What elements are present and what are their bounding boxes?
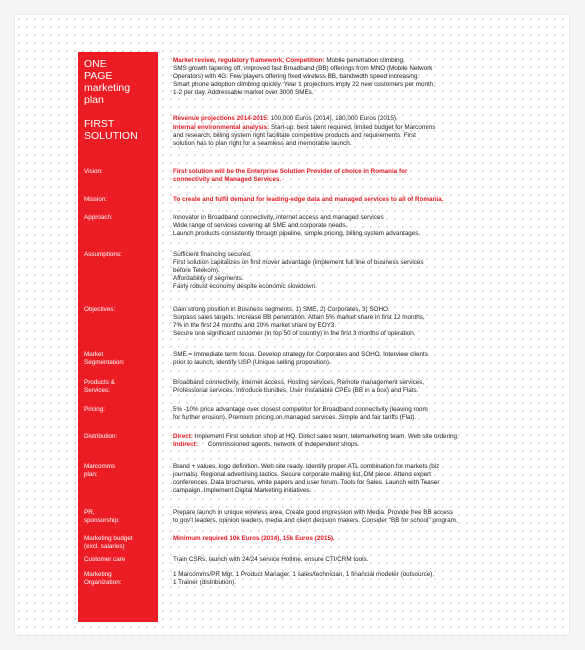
assumptions-line: Sufficient financing secured. bbox=[173, 251, 252, 258]
internal-text: Start-up: best talent required, limited budget for Marcomms bbox=[269, 124, 436, 131]
products-line: Professional services. Introduce bundles, User Installable CPEs (BB in a box) and Flats. bbox=[173, 387, 419, 395]
approach-line: Launch products consistently through pipeline, simple pricing, billing system advantages. bbox=[173, 230, 421, 238]
products-label-line: Services: bbox=[84, 386, 110, 394]
marcomms-row bbox=[78, 463, 478, 495]
assumptions-label: Assumptions: bbox=[84, 251, 122, 258]
budget-label bbox=[78, 535, 158, 551]
organization-line: 1 Marcomms/PR Mgr, 1 Product Manager, 1 sales/technician, 1 financial modeler (outsource), bbox=[173, 571, 435, 578]
objectives-row bbox=[78, 306, 478, 338]
products-line: Broadband connectivity, internet access, Hosting services, Remote management services, bbox=[173, 379, 425, 386]
budget-label-line: Marketing budget bbox=[84, 535, 133, 542]
market-review-line: 1-2 per day. Addressable market over 3000 SMEs. bbox=[173, 89, 314, 97]
pricing-row bbox=[78, 406, 478, 422]
segmentation-line: SME = Immediate term focus. Develop strategy for Corporates and SOHO. Interview clients bbox=[173, 351, 428, 358]
assumptions-line: before Telekom). bbox=[173, 267, 220, 275]
assumptions-line: First solution capitalizes on first mover advantage (implement full line of business services bbox=[173, 259, 424, 267]
pricing-line: 5% -10% price advantage over closest competitor for Broadband connectivity (leaving room bbox=[173, 406, 428, 413]
marcomms-line: journals). Regional advertising tactics. Secure corporate mailing list, DM piece. Attend expert bbox=[173, 471, 431, 479]
internal-line: and research; billing system right facilitate competitive products and requirements. First bbox=[173, 132, 416, 140]
marcomms-label bbox=[78, 463, 158, 495]
organization-label-line: Marketing bbox=[84, 571, 112, 578]
pr-label bbox=[78, 509, 158, 525]
customer-care-row bbox=[78, 556, 478, 564]
market-review-line: Smart phone adoption climbing quickly. Year 1 projections imply 22 new customers per month, bbox=[173, 81, 436, 89]
vision-text bbox=[173, 168, 478, 184]
title-line: plan bbox=[84, 94, 104, 106]
pr-row bbox=[78, 509, 478, 525]
pr-text bbox=[173, 509, 478, 525]
pricing-line: for further erosion). Premium pricing on managed services. Simple and fair tariffs (Flat). bbox=[173, 414, 417, 422]
products-row bbox=[78, 379, 478, 395]
market-review-line: SMS growth tapering off, improved fast Broadband (BB) offerings from MNO (Mobile Network bbox=[173, 65, 433, 73]
pricing-label: Pricing: bbox=[84, 406, 105, 413]
objectives-line: 7% in the first 24 months and 10% market share by EOY3. bbox=[173, 322, 337, 330]
pr-line: Prepare launch in unique wireless area. Create good impression with Media. Provide free BB access bbox=[173, 509, 454, 516]
distribution-row bbox=[78, 433, 478, 449]
approach-text bbox=[173, 214, 478, 238]
marcomms-line: conferences. Data brochures, white papers and user forum. Tools for Sales. Launch with Teaser bbox=[173, 479, 440, 487]
internal-analysis bbox=[173, 124, 493, 148]
approach-line: Wide range of services covering all SME and corporate needs. bbox=[173, 222, 348, 230]
objectives-text bbox=[173, 306, 478, 338]
revenue-heading: Revenue projections 2014-2015: bbox=[173, 115, 269, 122]
approach-row bbox=[78, 214, 478, 238]
distribution-text bbox=[173, 433, 478, 449]
title-gap bbox=[84, 106, 160, 118]
segmentation-text bbox=[173, 351, 478, 367]
budget-text bbox=[173, 535, 478, 551]
mission-line: To create and fulfil demand for leading-edge data and managed services to all of Romania. bbox=[173, 196, 444, 203]
revenue-text: 100,000 Euros (2014), 180,000 Euros (2015). bbox=[268, 115, 398, 122]
indirect-text: Commissioned agents, network of independent shops. bbox=[207, 441, 360, 449]
mission-label: Mission: bbox=[84, 196, 108, 203]
pricing-text bbox=[173, 406, 478, 422]
objectives-line: Secure one significant customer (in top 50 of country) in the first 3 months of operation. bbox=[173, 330, 416, 338]
internal-line: solution has to plan right for a seamless and memorable launch. bbox=[173, 140, 352, 148]
segmentation-line: prior to launch, identify USP (Unique selling proposition). bbox=[173, 359, 331, 367]
plan-title bbox=[84, 58, 160, 142]
vision-row bbox=[78, 168, 478, 184]
assumptions-line: Fairly robust economy despite economic slowdown. bbox=[173, 283, 317, 291]
mission-text bbox=[173, 196, 478, 204]
organization-line: 1 Trainer (distribution). bbox=[173, 579, 236, 587]
direct-label: Direct: bbox=[173, 433, 193, 440]
assumptions-row bbox=[78, 251, 478, 291]
customer-care-line: Train CSRs, launch with 24/24 service Hotline, ensure CTI/CRM tools. bbox=[173, 556, 369, 563]
budget-line: Minimum required 10k Euros (2014), 15k Euros (2015). bbox=[173, 535, 335, 542]
vision-line: First solution will be the Enterprise Solution Provider of choice in Romania for bbox=[173, 168, 408, 175]
products-label bbox=[78, 379, 158, 395]
company-line: FIRST bbox=[84, 118, 115, 130]
marcomms-label-line: Marcomms bbox=[84, 463, 116, 470]
distribution-label: Distribution: bbox=[84, 433, 118, 440]
title-line: PAGE bbox=[84, 70, 113, 82]
pr-line: to gov't leaders, opinion leaders, media and client decision makers. Consider "BB for school" program. bbox=[173, 517, 458, 525]
mission-row bbox=[78, 196, 478, 204]
market-review-line: Operators) with 4G. Few players offering fixed wireless BB, bandwidth speed increasing. bbox=[173, 73, 420, 81]
assumptions-text bbox=[173, 251, 478, 291]
direct-text: Implement First solution shop at HQ. Direct sales team, telemarketing team. Web site ordering. bbox=[192, 433, 459, 440]
title-line: ONE bbox=[84, 58, 107, 70]
products-text bbox=[173, 379, 478, 395]
customer-care-label: Customer care bbox=[84, 556, 126, 563]
pr-label-line: PR, bbox=[84, 509, 95, 516]
vision-line: connectivity and Managed Services. bbox=[173, 176, 282, 184]
market-review-heading: Market review, regulatory framework, Competition: bbox=[173, 57, 325, 64]
budget-label-line: (excl. salaries) bbox=[84, 542, 125, 550]
marcomms-line: Brand + values, logo definition. Web site ready. Identify proper ATL combination for markets (biz bbox=[173, 463, 440, 470]
revenue-projections bbox=[173, 115, 493, 123]
objectives-line: Surpass sales targets. Increase BB penetration. Attain 5% market share in first 12 months, bbox=[173, 314, 425, 322]
marcomms-label-line: plan: bbox=[84, 470, 98, 478]
products-label-line: Products & bbox=[84, 379, 115, 386]
organization-label-line: Organization: bbox=[84, 578, 122, 586]
vision-label: Vision: bbox=[84, 168, 103, 175]
market-review bbox=[173, 57, 493, 97]
organization-row bbox=[78, 571, 478, 587]
segmentation-row bbox=[78, 351, 478, 367]
company-line: SOLUTION bbox=[84, 130, 138, 142]
objectives-label: Objectives: bbox=[84, 306, 116, 313]
organization-label bbox=[78, 571, 158, 587]
approach-line: Innovator in Broadband connectivity, internet access and managed services bbox=[173, 214, 384, 221]
segmentation-label bbox=[78, 351, 158, 367]
segmentation-label-line: Market bbox=[84, 351, 104, 358]
approach-label: Approach: bbox=[84, 214, 113, 221]
market-review-text: Mobile penetration climbing, bbox=[324, 57, 405, 64]
segmentation-label-line: Segmentation: bbox=[84, 358, 125, 366]
title-line: marketing bbox=[84, 82, 131, 94]
internal-heading: Internal environmental analysis: bbox=[173, 124, 270, 131]
budget-row bbox=[78, 535, 478, 551]
marcomms-line: campaign. Implement Digital Marketing initiatives. bbox=[173, 487, 312, 495]
organization-text bbox=[173, 571, 478, 587]
objectives-line: Gain strong position in Business segments, 1) SME, 2) Corporates, 3) SOHO. bbox=[173, 306, 390, 313]
pr-label-line: sponsorship: bbox=[84, 516, 120, 524]
indirect-label: Indirect: bbox=[173, 441, 198, 449]
customer-care-text bbox=[173, 556, 478, 564]
assumptions-line: Affordability of segments. bbox=[173, 275, 244, 283]
marcomms-text bbox=[173, 463, 478, 495]
